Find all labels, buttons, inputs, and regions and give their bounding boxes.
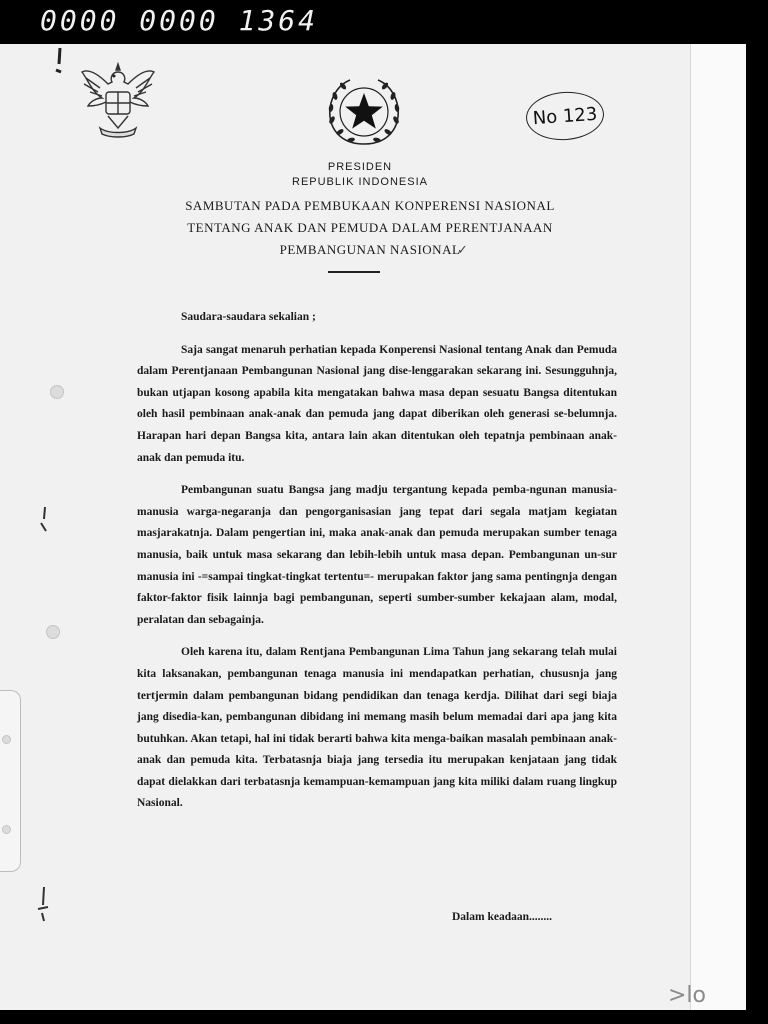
document-title-line: TENTANG ANAK DAN PEMUDA DALAM PERENTJANAAN — [187, 220, 553, 235]
ink-mark — [34, 885, 54, 925]
paragraph: Saja sangat menaruh perhatian kepada Konperensi Nasional tentang Anak dan Pemuda dalam Perentjanaan Pembangunan Nasional jang dise-lenggarakan sekarang ini. Sesungguhnja, bukan utjapan kosong apabila kita mengatakan bahwa masa depan sesuatu Bangsa ditentukan oleh hasil pembinaan anak-anak dan pemuda jang dapat diberikan oleh generasi se-belumnja. Harapan hari depan Bangsa kita, antara lain akan ditentukan oleh tepatnja pembinaan anak-anak dan pemuda itu. — [137, 343, 617, 464]
presidential-star-seal-icon — [322, 74, 406, 150]
document-title-line: SAMBUTAN PADA PEMBUKAAN KONPERENSI NASIONAL — [185, 198, 555, 213]
paragraph: Oleh karena itu, dalam Rentjana Pembangunan Lima Tahun jang sekarang telah mulai kita laksanakan, pembangunan tenaga manusia ini mendapatkan perhatian, chususnja jang tertjermin dalam pembangunan bidang pendidikan dan tenaga kerdja. Dilihat dari segi biaja jang disedia-kan, pembangunan dibidang ini memang masih belum memadai dari apa jang kita butuhkan. Akan tetapi, hal ini tidak berarti bahwa kita menga-baikan masalah pembinaan anak-anak dan pemuda kita. Terbatasnja biaja jang tersedia itu merupakan kenjataan jang tidak dapat dielakkan dari terbatasnja kemampuan-kemampuan jang kita miliki dalam ruang lingkup Nasional. — [137, 646, 617, 810]
film-top-strip — [0, 0, 768, 44]
punch-hole — [2, 825, 11, 834]
ink-mark — [50, 46, 70, 86]
ink-mark — [38, 505, 52, 535]
garuda-emblem-icon — [78, 58, 158, 142]
punch-hole — [50, 385, 64, 399]
handwritten-checkmark: ✓ — [457, 243, 468, 258]
corner-mark: >lo — [668, 983, 707, 1008]
speech-body — [137, 307, 617, 826]
salutation: Saudara-saudara sekalian ; — [181, 311, 316, 323]
document-title-line: PEMBANGUNAN NASIONAL — [279, 242, 461, 257]
punch-hole — [2, 735, 11, 744]
page-edge — [690, 44, 746, 1010]
paragraph: Pembangunan suatu Bangsa jang madju tergantung kepada pemba-ngunan manusia-manusia warga-negaranja dan pengorganisasian jang tepat dari segala matjam kegiatan masjarakatnja. Dalam pengertian ini, maka anak-anak dan pemuda merupakan sumber tenaga manusia, baik untuk masa sekarang dan lebih-lebih untuk masa depan. Pembangunan un-sur manusia ini -=sampai tingkat-tingkat tertentu=- merupakan faktor jang sama pentingnja dengan faktor-faktor fisik lainnja bagi pembangunan, seperti sumber-sumber kekajaan alam, modal, peralatan dan sebagainja. — [137, 484, 617, 626]
document-number-stamp: No 123 — [524, 89, 605, 142]
continuation-catchword: Dalam keadaan........ — [452, 911, 552, 923]
issuer-title: PRESIDEN — [327, 161, 393, 173]
punch-hole — [46, 625, 60, 639]
issuer-country: REPUBLIK INDONESIA — [292, 176, 428, 188]
title-divider — [328, 271, 380, 273]
frame-number: 0000 0000 1364 — [40, 4, 319, 37]
binder-tab — [0, 690, 21, 872]
film-bottom-strip — [0, 1010, 768, 1024]
